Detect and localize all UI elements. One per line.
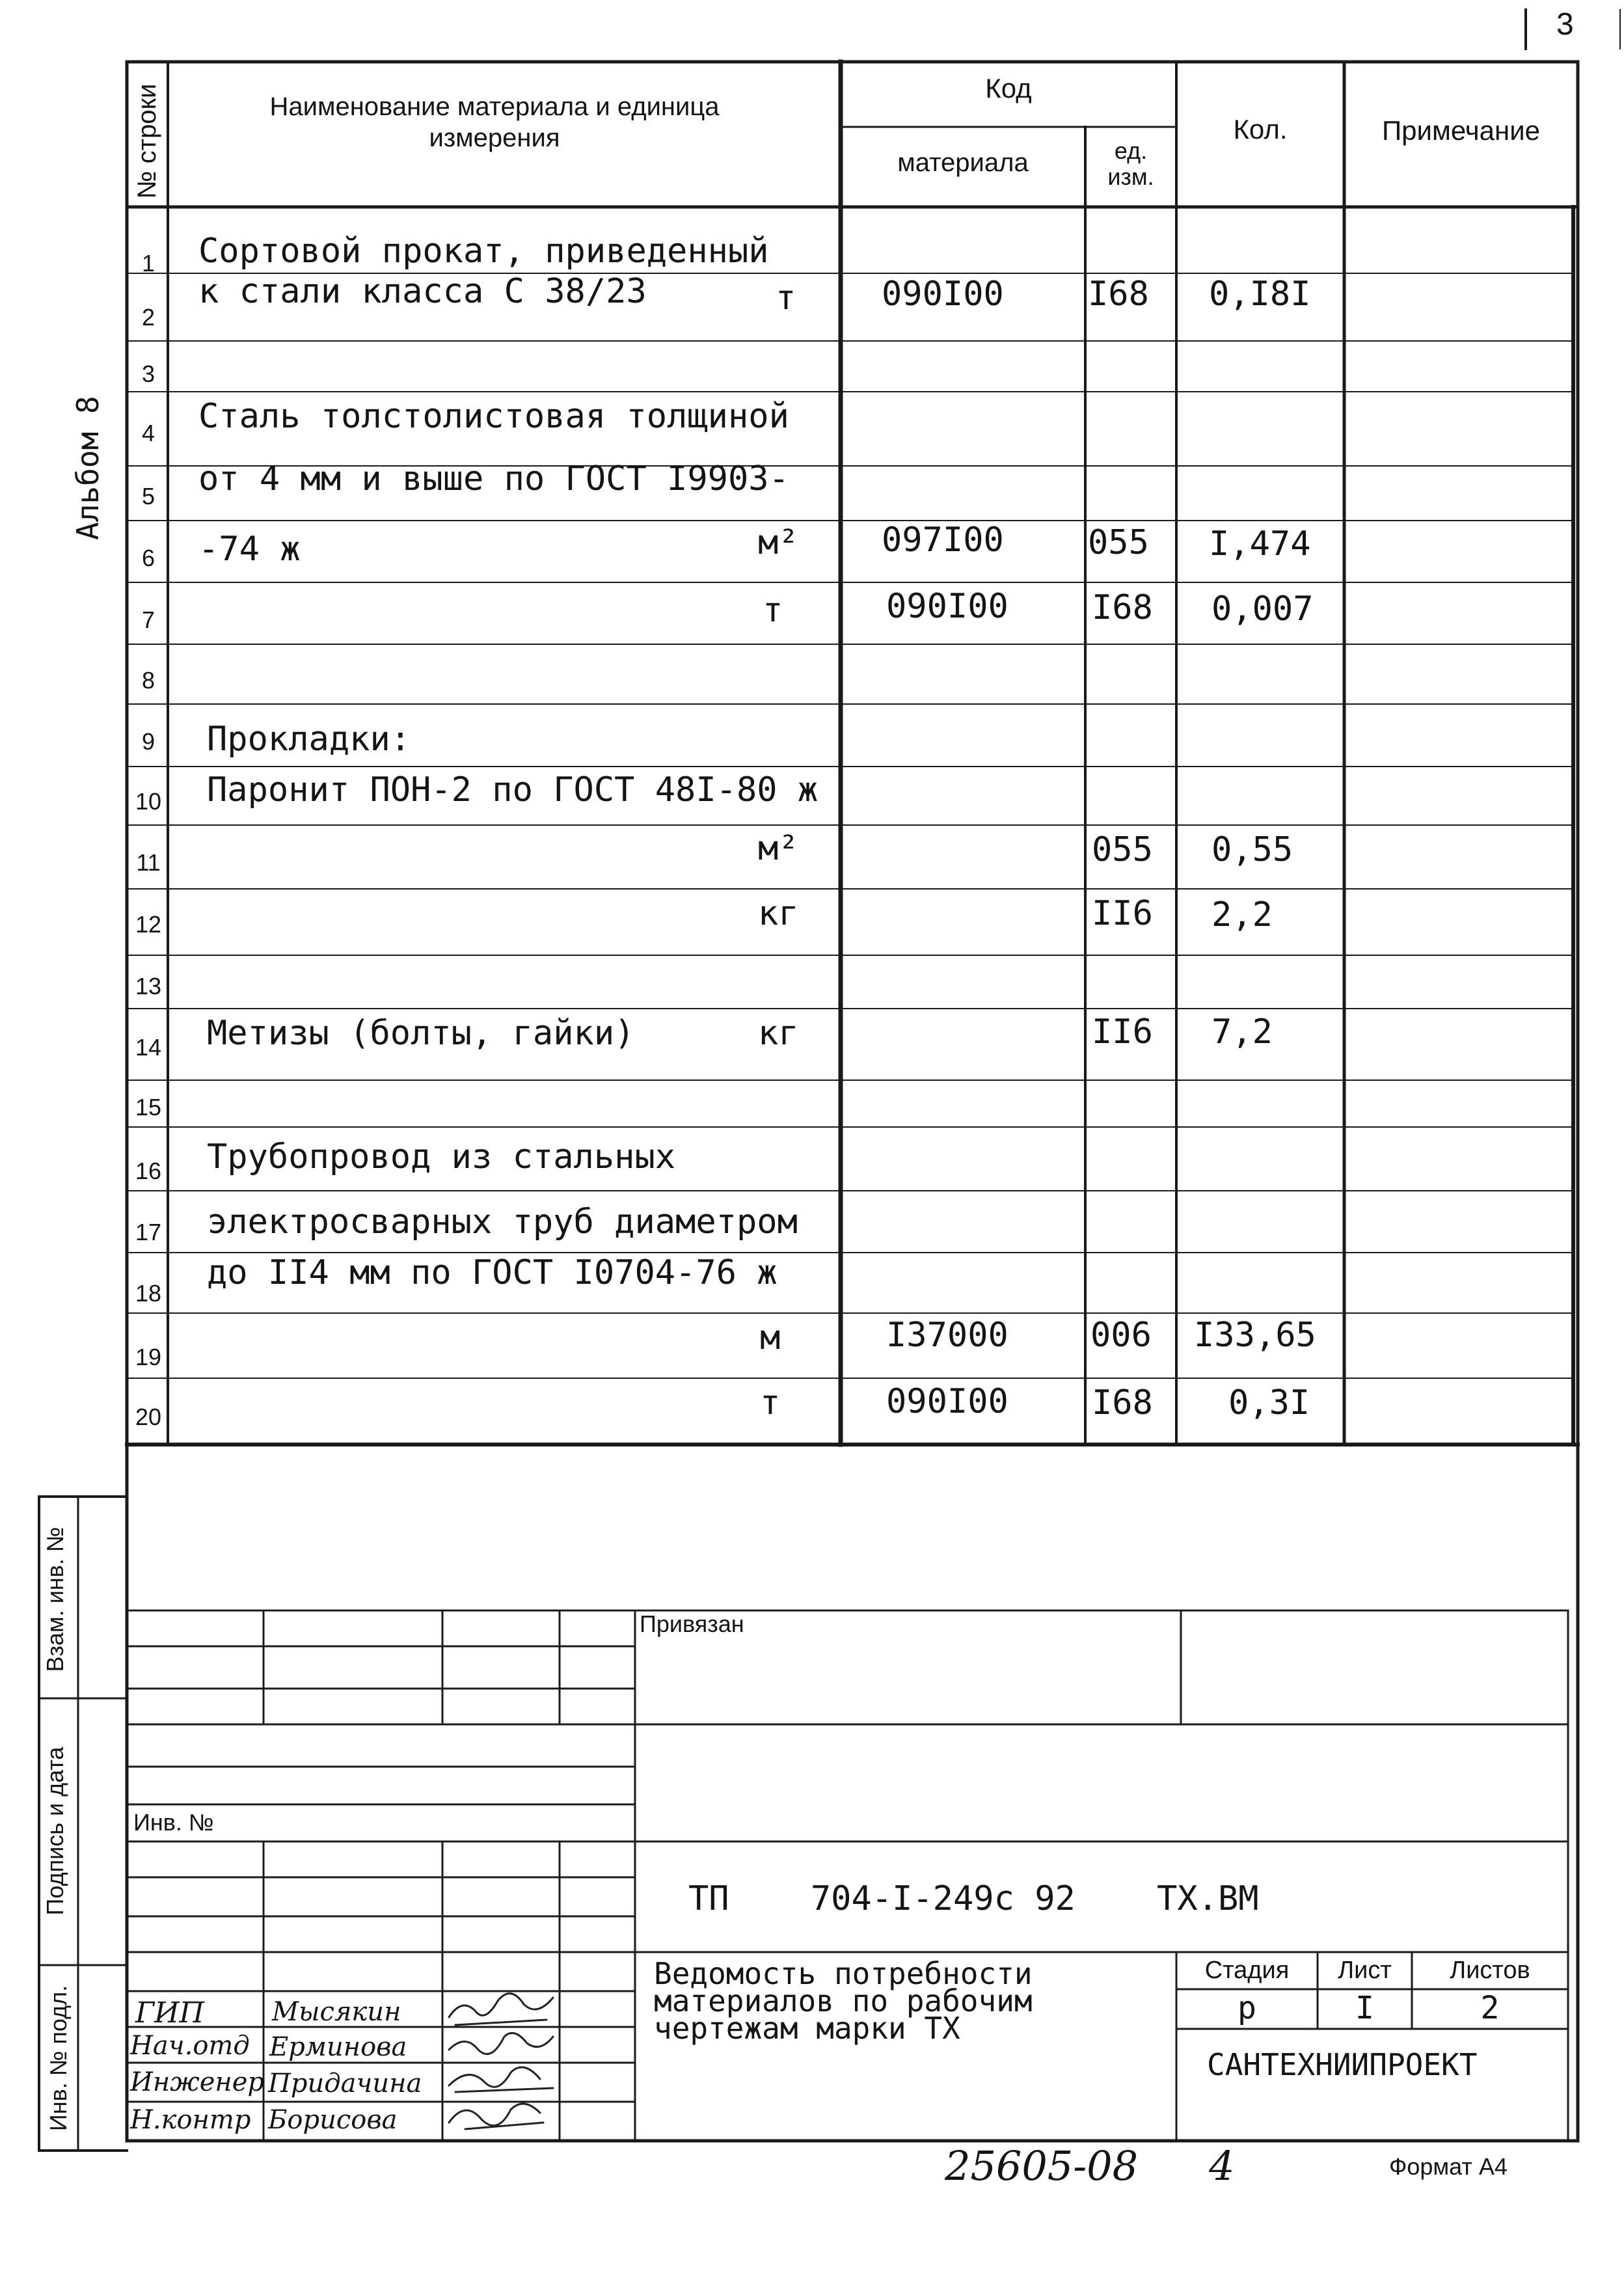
- row-name: электросварных труб диаметром: [207, 1202, 798, 1242]
- stamp-name: Придачина: [268, 2069, 422, 2099]
- stamp-stage-label: Стадия: [1204, 1957, 1290, 1984]
- row-number: 7: [141, 606, 156, 633]
- row-ucode: 006: [1090, 1316, 1152, 1355]
- stamp-org: САНТЕХНИИПРОЕКТ: [1207, 2047, 1478, 2082]
- row-code: 097I00: [882, 521, 1004, 560]
- row-qty: I33,65: [1194, 1316, 1316, 1355]
- footer-number: 25605-08: [945, 2142, 1139, 2190]
- footer-format: Формат А4: [1389, 2153, 1508, 2180]
- row-number: 1: [141, 250, 156, 277]
- row-qty: 7,2: [1211, 1012, 1273, 1052]
- stamp-privyazan: Привязан: [640, 1610, 744, 1637]
- row-number: 19: [135, 1344, 162, 1370]
- row-unit: т: [776, 278, 796, 318]
- row-number: 20: [135, 1404, 162, 1430]
- row-name: Трубопровод из стальных: [207, 1137, 676, 1176]
- header-row-no: № строки: [133, 83, 161, 199]
- row-qty: 0,007: [1211, 590, 1314, 629]
- row-number: 3: [141, 360, 156, 387]
- row-number: 8: [141, 667, 156, 694]
- row-ucode: II6: [1092, 1012, 1153, 1052]
- row-ucode: 055: [1088, 523, 1149, 562]
- header-note: Примечание: [1381, 115, 1541, 146]
- row-name: от 4 мм и выше по ГОСТ I9903-: [198, 459, 789, 498]
- row-code: 090I00: [886, 587, 1008, 626]
- stamp-podpis-label: Подпись и дата: [42, 1746, 68, 1916]
- row-name: Прокладки:: [207, 720, 411, 759]
- row-qty: 0,I8I: [1209, 275, 1311, 314]
- header-unit: ед. изм.: [1107, 137, 1154, 190]
- stamp-inv-no: Инв. №: [133, 1809, 214, 1836]
- row-unit: т: [763, 591, 783, 630]
- header-material: материала: [897, 148, 1029, 177]
- row-ucode: II6: [1092, 894, 1153, 933]
- row-ucode: I68: [1092, 588, 1153, 627]
- stamp-sheets: 2: [1480, 1990, 1500, 2026]
- album-label: Альбом 8: [70, 396, 105, 540]
- row-unit: м: [760, 1318, 781, 1357]
- row-unit: м²: [758, 829, 799, 868]
- row-qty: 0,55: [1211, 830, 1293, 869]
- row-number: 13: [135, 973, 162, 999]
- row-qty: 0,3I: [1228, 1383, 1310, 1422]
- row-number: 12: [135, 911, 162, 938]
- stamp-doc-code: ТП 704-I-249с 92 ТХ.ВМ: [688, 1879, 1259, 1918]
- row-ucode: 055: [1092, 830, 1153, 869]
- row-unit: т: [760, 1383, 781, 1422]
- row-name: к стали класса С 38/23: [198, 272, 647, 311]
- header-name: Наименование материала и единица измерения: [269, 92, 720, 152]
- stamp-vzam-label: Взам. инв. №: [42, 1527, 68, 1672]
- header-qty: Кол.: [1233, 114, 1288, 144]
- row-number: 5: [141, 483, 156, 509]
- row-number: 11: [136, 849, 161, 876]
- row-number: 15: [135, 1094, 162, 1121]
- row-code: 090I00: [886, 1382, 1008, 1421]
- row-number: 17: [135, 1219, 162, 1245]
- header-code: Код: [985, 73, 1032, 103]
- stamp-name: Ерминова: [269, 2032, 407, 2062]
- row-number: 10: [135, 788, 162, 815]
- row-name: Сортовой прокат, приведенный: [198, 232, 769, 271]
- row-number: 16: [135, 1158, 162, 1184]
- row-name: до II4 мм по ГОСТ I0704-76 ж: [207, 1253, 778, 1292]
- row-ucode: I68: [1088, 275, 1149, 314]
- row-code: I37000: [886, 1316, 1008, 1355]
- row-unit: м²: [758, 523, 799, 562]
- row-number: 6: [141, 545, 156, 571]
- row-name: Сталь толстолистовая толщиной: [198, 397, 789, 436]
- page-number: 3: [1556, 7, 1574, 42]
- stamp-role: Инженер: [130, 2067, 264, 2097]
- stamp-inv-podl-label: Инв. № подл.: [45, 1985, 72, 2132]
- row-name: -74 ж: [198, 530, 301, 569]
- stamp-role: Нач.отд: [130, 2031, 250, 2061]
- stamp-role: Н.контр: [130, 2105, 251, 2135]
- stamp-sheet: I: [1355, 1990, 1374, 2026]
- row-name: Метизы (болты, гайки): [207, 1014, 635, 1053]
- stamp-name: Мысякин: [272, 1997, 401, 2027]
- row-number: 18: [135, 1280, 162, 1307]
- row-number: 14: [135, 1034, 162, 1061]
- stamp-name: Борисова: [268, 2105, 398, 2135]
- row-unit: кг: [758, 894, 799, 933]
- row-qty: 2,2: [1211, 895, 1273, 934]
- row-name: Паронит ПОН-2 по ГОСТ 48I-80 ж: [207, 770, 819, 809]
- row-unit: кг: [758, 1014, 799, 1053]
- row-ucode: I68: [1092, 1383, 1153, 1422]
- stamp-title: Ведомость потребности материалов по рабочим чертежам марки ТХ: [654, 1956, 1033, 2046]
- row-number: 9: [141, 728, 156, 755]
- stamp-sheet-label: Лист: [1338, 1957, 1392, 1984]
- row-number: 4: [141, 420, 156, 446]
- stamp-sheets-label: Листов: [1450, 1957, 1530, 1984]
- footer-number2: 4: [1209, 2142, 1235, 2190]
- row-number: 2: [141, 304, 156, 331]
- row-qty: I,474: [1209, 524, 1311, 564]
- stamp-stage: р: [1238, 1990, 1256, 2026]
- stamp-role: ГИП: [135, 1996, 204, 2030]
- row-code: 090I00: [882, 275, 1004, 314]
